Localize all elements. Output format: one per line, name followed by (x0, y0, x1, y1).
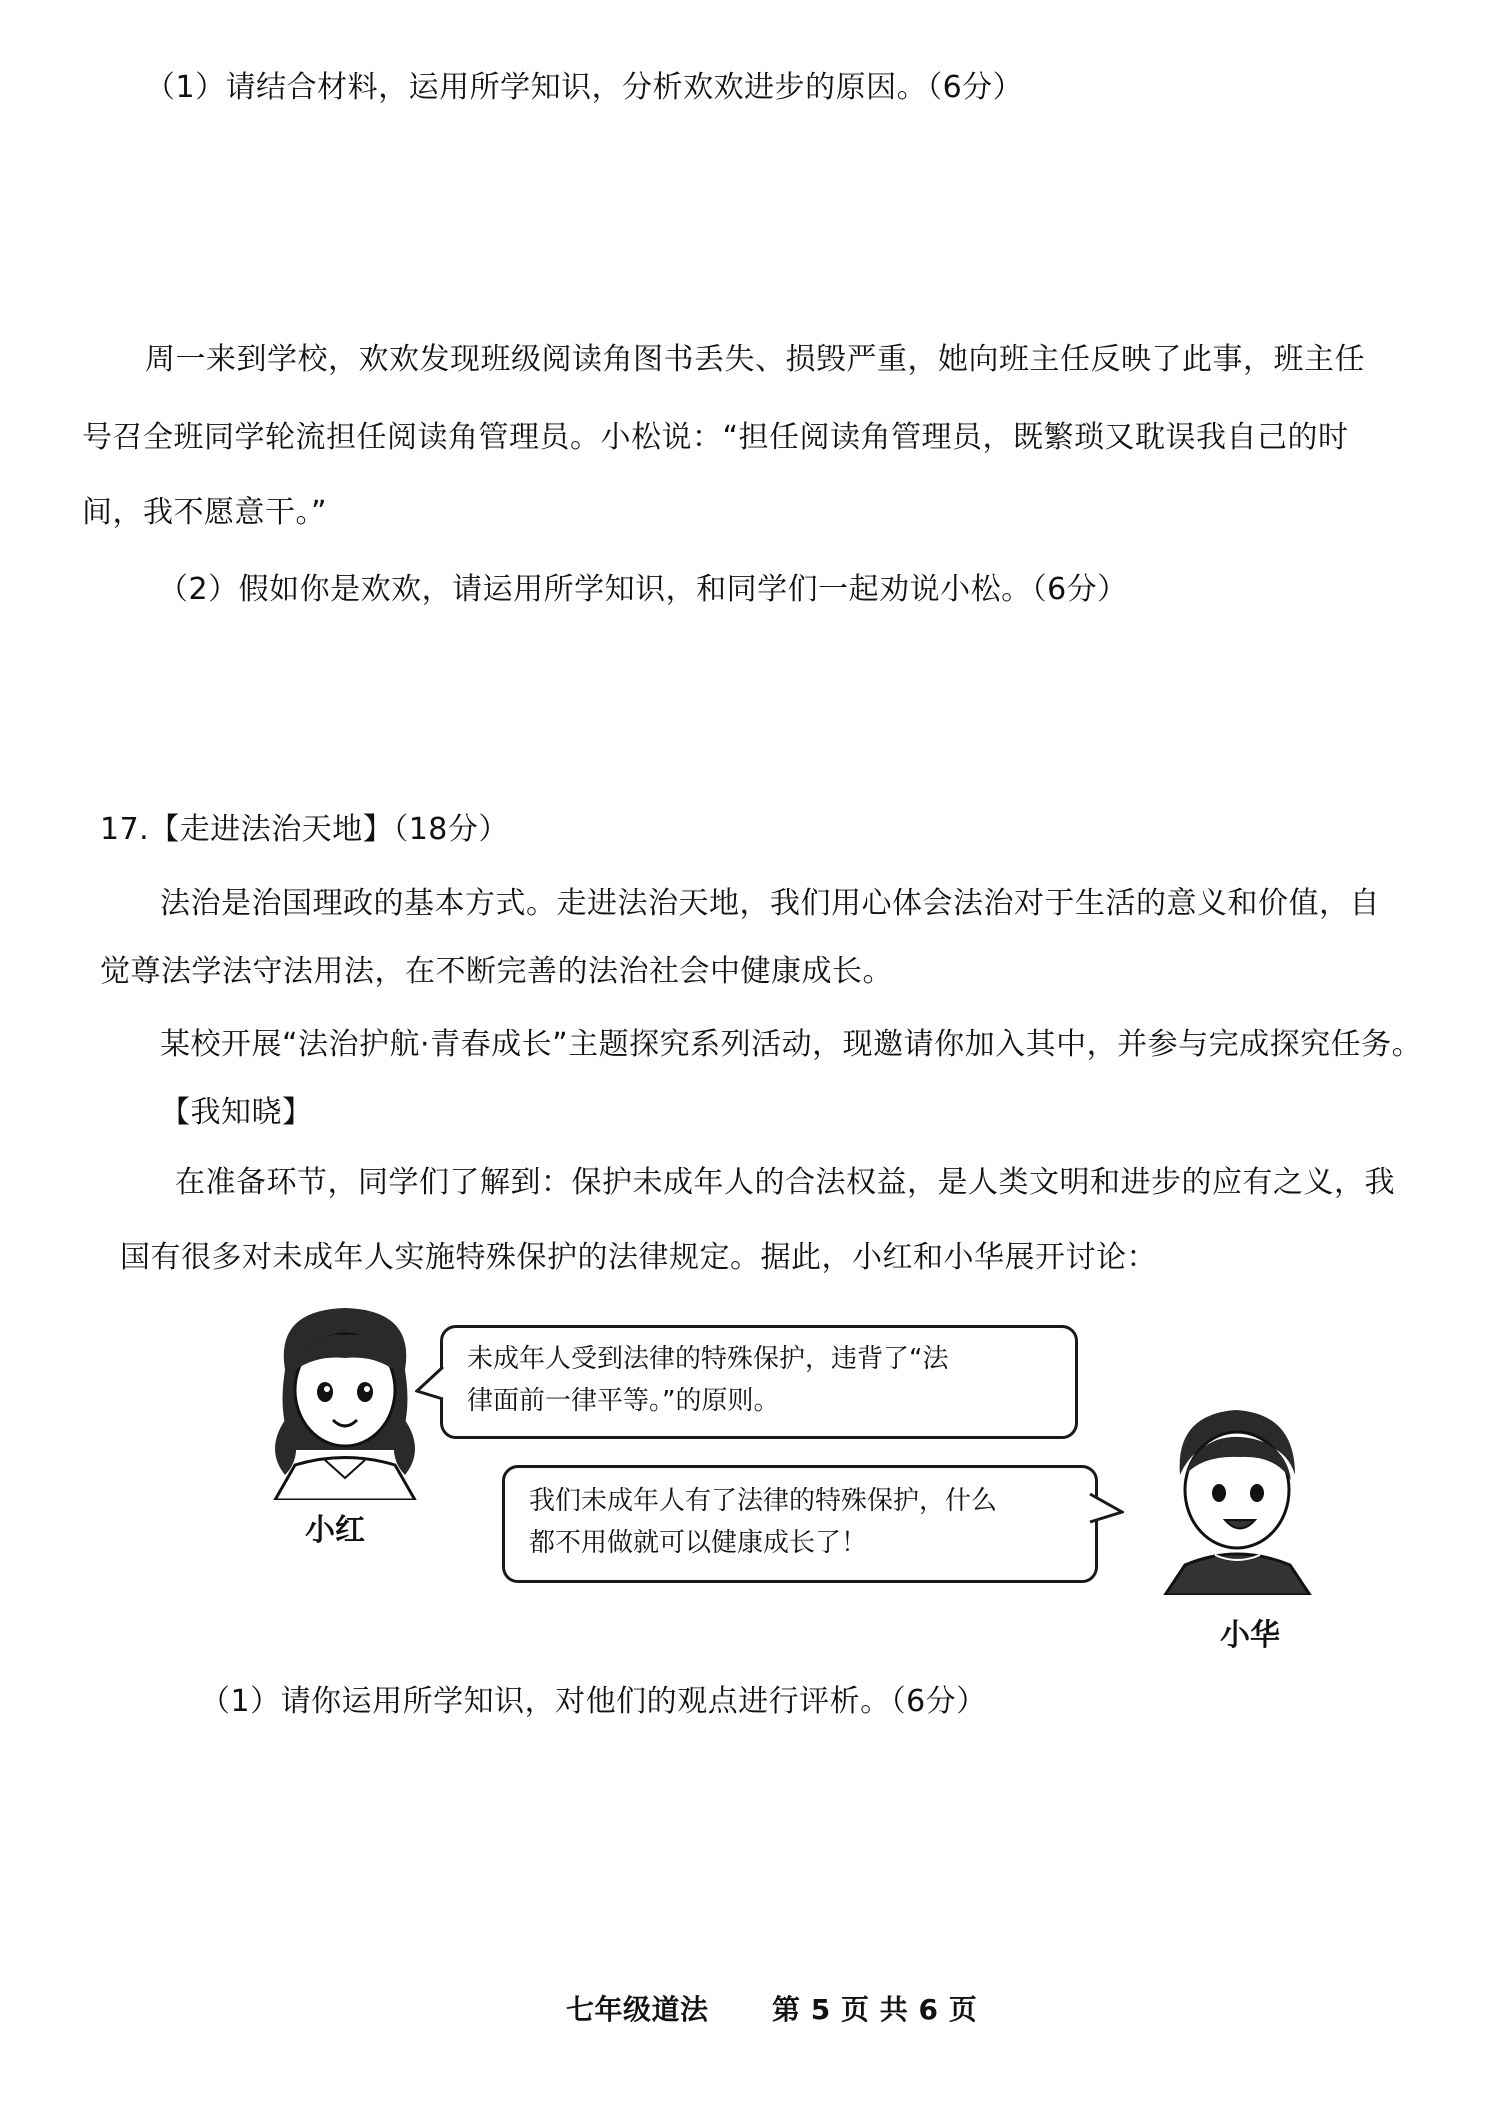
xiaohua-bubble-tail (1088, 1490, 1124, 1530)
q17-prep-line-1: 在准备环节，同学们了解到：保护未成年人的合法权益，是人类文明和进步的应有之义，我 (175, 1165, 1395, 1200)
q17-section-label: 【我知晓】 (160, 1095, 313, 1130)
q17-prep-line-2: 国有很多对未成年人实施特殊保护的法律规定。据此，小红和小华展开讨论： (120, 1240, 1157, 1275)
xiaohong-speech-line-1: 未成年人受到法律的特殊保护，违背了“法 (467, 1344, 949, 1374)
q17-heading: 17.【走进法治天地】（18分） (100, 812, 509, 847)
xiaohong-bubble-tail (415, 1365, 445, 1405)
xiaohua-speech-bubble (502, 1465, 1098, 1583)
q17-intro-line-1: 法治是治国理政的基本方式。走进法治天地，我们用心体会法治对于生活的意义和价值，自 (160, 886, 1380, 921)
q16-material-line-3: 间，我不愿意干。” (82, 495, 328, 530)
xiaohua-illustration (1145, 1395, 1325, 1595)
xiaohong-name: 小红 (305, 1513, 365, 1548)
xiaohua-speech-line-1: 我们未成年人有了法律的特殊保护，什么 (529, 1486, 998, 1516)
footer-subject: 七年级道法 (566, 1993, 709, 2026)
xiaohong-speech-line-2: 律面前一律平等。”的原则。 (467, 1386, 780, 1416)
q17-sub1: （1）请你运用所学知识，对他们的观点进行评析。（6分） (200, 1684, 987, 1719)
q16-material-line-2: 号召全班同学轮流担任阅读角管理员。小松说：“担任阅读角管理员，既繁琐又耽误我自己的时 (82, 420, 1349, 455)
q17-activity: 某校开展“法治护航·青春成长”主题探究系列活动，现邀请你加入其中，并参与完成探究任务。 (160, 1027, 1423, 1062)
xiaohua-name: 小华 (1220, 1618, 1280, 1653)
q16-material-line-1: 周一来到学校，欢欢发现班级阅读角图书丢失、损毁严重，她向班主任反映了此事，班主任 (145, 342, 1365, 377)
xiaohong-speech-bubble (440, 1325, 1078, 1439)
q16-sub1: （1）请结合材料，运用所学知识，分析欢欢进步的原因。（6分） (145, 70, 1024, 105)
footer-page-number: 第 5 页 共 6 页 (772, 1993, 978, 2026)
xiaohong-illustration (255, 1300, 435, 1500)
q17-intro-line-2: 觉尊法学法守法用法，在不断完善的法治社会中健康成长。 (100, 954, 893, 989)
xiaohua-speech-line-2: 都不用做就可以健康成长了！ (529, 1528, 868, 1558)
q16-sub2: （2）假如你是欢欢，请运用所学知识，和同学们一起劝说小松。（6分） (158, 572, 1128, 607)
